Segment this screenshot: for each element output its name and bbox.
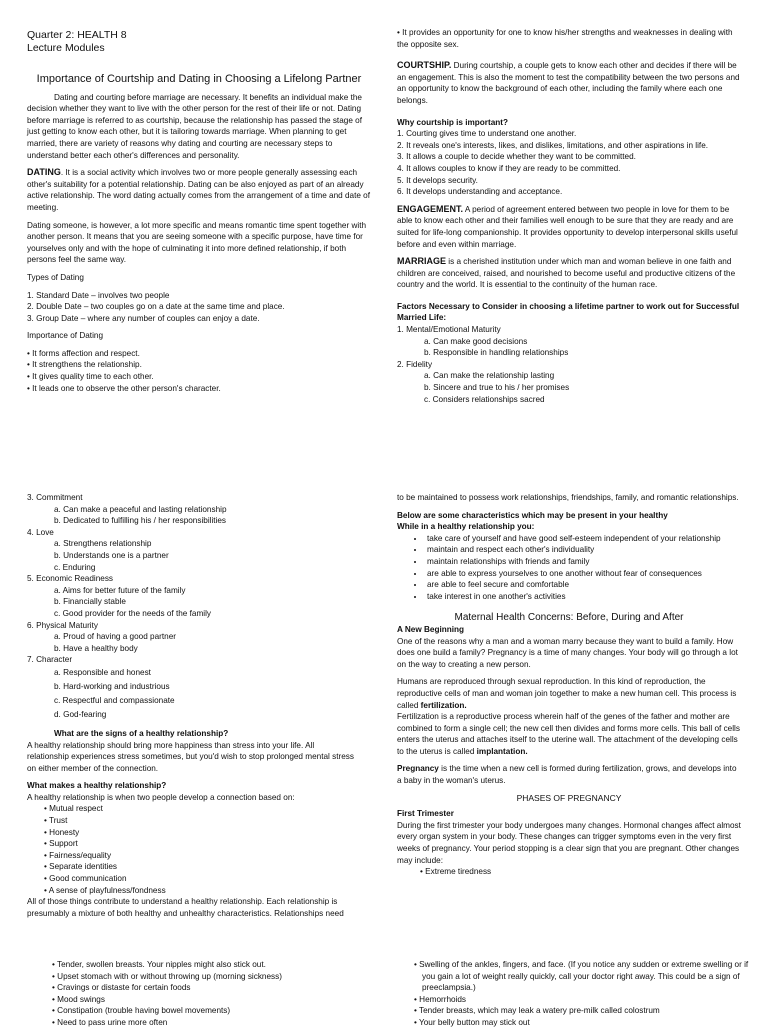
list-item: • Mood swings <box>52 994 362 1006</box>
group-title: 6. Physical Maturity <box>27 620 98 630</box>
fertilization-paragraph: Fertilization is a reproductive process wherein half of the genes of the father and mother are combined to form a single cell; the new cell then divides and forms more cells. This ball of cells enters the uterus and attaches itself to the uterine wall. The attachment of the developing cells to the uterus is called implantation. <box>397 712 740 756</box>
continuation-text: to be maintained to possess work relationships, friendships, family, and romantic relationships. <box>397 493 739 502</box>
pregnancy-paragraph: Pregnancy is the time when a new cell is formed during fertilization, grows, and develops into a baby in the woman's uterus. <box>397 764 737 786</box>
group-list <box>27 585 357 620</box>
characteristics-list <box>397 533 741 603</box>
symptoms-list-2 <box>414 959 750 1029</box>
intro-paragraph: Dating and courting before marriage are necessary. It benefits an individual make the decision whether they want to live with the other person for the rest of their life or not. Dating before marriage is referred to as courtship, because the relationship has passed the stage of just getting to know each other, but it is tailoring towards marriage. When planning to get married, there are variety of reasons why dating and courting are necessary steps to understand better each other's differences and personality. <box>27 92 362 160</box>
first-trimester-list <box>397 866 741 878</box>
why-list <box>397 128 741 198</box>
list-item: 4. It allows couples to know if they are ready to be committed. <box>397 163 621 173</box>
group-list <box>27 631 357 654</box>
list-item: c. Enduring <box>54 562 96 572</box>
module-header <box>27 29 371 55</box>
engagement-text: A period of agreement entered between two people in love for them to be able to know each other and their families well enough to be sure that they are ready and are suited for life-long companionship. It provides opportunity to develop interpersonal skills useful before and even within marriage. <box>397 204 738 249</box>
new-beginning-heading: A New Beginning <box>397 624 465 634</box>
factor-1: 1. Mental/Emotional Maturity <box>397 325 501 335</box>
list-item: b. Have a healthy body <box>54 643 138 653</box>
list-item: a. Can make the relationship lasting <box>424 371 555 381</box>
importance-heading: Importance of Dating <box>27 331 104 341</box>
phases-title: PHASES OF PREGNANCY <box>516 792 622 803</box>
list-item: b. Responsible in handling relationships <box>424 348 569 358</box>
list-item: • Extreme tiredness <box>420 866 741 878</box>
closing-text: All of those things contribute to understand a healthy relationship. Each relationship is presumably a mixture of both healthy and unhealthy characteristics. Relationships need <box>27 897 344 918</box>
engagement-term: ENGAGEMENT. <box>397 203 464 214</box>
factor-2-list <box>397 370 741 405</box>
list-item: 2. It reveals one's interests, likes, and dislikes, limitations, and other aspirations in life. <box>397 140 709 150</box>
factor-group <box>27 573 357 619</box>
dating-paragraph <box>27 167 371 213</box>
list-item: • Separate identities <box>44 861 357 873</box>
list-item: • Need to pass urine more often <box>52 1017 362 1029</box>
list-item: b. Dedicated to fulfilling his / her responsibilities <box>54 516 227 526</box>
lead-bullet: • It provides an opportunity for one to know his/her strengths and weaknesses in dealing with the opposite sex. <box>397 28 733 49</box>
list-item: • are able to feel secure and comfortable <box>425 579 741 591</box>
list-item: • Your belly button may stick out <box>414 1017 750 1029</box>
list-item: a. Responsible and honest <box>54 667 151 677</box>
list-item: 3. It allows a couple to decide whether they want to be committed. <box>397 152 636 162</box>
list-item: • A sense of playfulness/fondness <box>44 885 357 897</box>
list-item: • maintain relationships with friends and family <box>425 556 741 568</box>
left-bottom-column <box>52 959 362 1029</box>
types-list <box>27 290 371 325</box>
implantation-term: implantation. <box>476 746 528 756</box>
symptoms-list <box>52 959 362 1029</box>
list-item: c. Respectful and compassionate <box>54 695 175 705</box>
list-item: • Trust <box>44 815 357 827</box>
list-item: • are able to express yourselves to one another without fear of consequences <box>425 568 741 580</box>
left-mid-column <box>27 492 357 919</box>
section-title: Importance of Courtship and Dating in Choosing a Lifelong Partner <box>36 73 362 85</box>
pregnancy-term: Pregnancy <box>397 764 439 774</box>
courtship-paragraph <box>397 60 741 106</box>
list-item: b. Understands one is a partner <box>54 550 169 560</box>
group-title: 4. Love <box>27 527 54 537</box>
list-item: b. Hard-working and industrious <box>54 681 170 691</box>
factor-group <box>27 654 357 722</box>
list-item: • Mutual respect <box>44 803 357 815</box>
list-item: • It gives quality time to each other. <box>27 371 371 383</box>
why-heading: Why courtship is important? <box>397 117 508 127</box>
list-item: d. God-fearing <box>54 709 107 719</box>
makes-heading: What makes a healthy relationship? <box>27 781 167 791</box>
dating-term: DATING <box>27 167 61 178</box>
group-title: 3. Commitment <box>27 493 83 502</box>
maternal-title: Maternal Health Concerns: Before, During and After <box>454 612 684 624</box>
list-item: 6. It develops understanding and acceptance. <box>397 187 563 197</box>
group-title: 5. Economic Readiness <box>27 574 114 584</box>
group-list <box>27 504 357 527</box>
dating-paragraph-2: Dating someone, is however, a lot more specific and means romantic time spent together with another person. It means that you are seeing someone with a specific purpose, have time for yourselves only and with the hope of culminating it into more defined relationship, if both persons feel the same way. <box>27 220 367 265</box>
list-item: • Tender, swollen breasts. Your nipples might also stick out. <box>52 959 362 971</box>
marriage-paragraph <box>397 256 741 291</box>
importance-list <box>27 348 371 394</box>
list-item: • It strengthens the relationship. <box>27 359 371 371</box>
reproduction-paragraph: Humans are reproduced through sexual reproduction. In this kind of reproduction, the reproductive cells of man and woman join together to make a new human cell. This process is called fertilization. <box>397 677 737 710</box>
list-item: c. Good provider for the needs of the family <box>54 608 212 618</box>
dating-text: . It is a social activity which involves two or more people generally assessing each other's suitability for a potential relationship. Dating can be also enjoyed as part of an already active relationship. The word dating actually comes from the arrangement of a time and date of meeting. <box>27 168 370 212</box>
list-item: • It leads one to observe the other person's character. <box>27 383 371 395</box>
list-item: b. Sincere and true to his / her promises <box>424 383 570 393</box>
marriage-term: MARRIAGE <box>397 256 446 267</box>
factors-heading: Factors Necessary to Consider in choosing a lifetime partner to work out for Successful Married Life: <box>397 301 740 323</box>
list-item: • Fairness/equality <box>44 850 357 862</box>
factor-2: 2. Fidelity <box>397 359 433 369</box>
types-heading: Types of Dating <box>27 272 84 282</box>
list-item: • Honesty <box>44 827 357 839</box>
list-item: • Swelling of the ankles, fingers, and face. (If you notice any sudden or extreme swelling or if you gain a lot of weight really quickly, call your doctor right away. This could be a sign of preeclampsia.) <box>414 959 750 994</box>
signs-heading: What are the signs of a healthy relationship? <box>54 728 229 738</box>
courtship-text: During courtship, a couple gets to know each other and decides if there will be an engagement. This is also the moment to test the compatibility between the two persons and an opportunity to know the background of each other, including the family where each one belongs. <box>397 61 740 105</box>
list-item: • Upset stomach with or without throwing up (morning sickness) <box>52 971 362 983</box>
left-top-column <box>27 29 371 394</box>
signs-text: A healthy relationship should bring more happiness than stress into your life. All relationship experiences stress sometimes, but you'd wish to stop prolonged mental stress on either member of the connection. <box>27 740 354 773</box>
first-trimester-text: During the first trimester your body undergoes many changes. Hormonal changes affect almost every organ system in your body. These changes can trigger symptoms even in the very first weeks of pregnancy. Your period stopping is a clear sign that you are pregnant. Other changes may include: <box>397 820 741 865</box>
list-item: • Constipation (trouble having bowel movements) <box>52 1005 362 1017</box>
right-top-column <box>397 27 741 405</box>
list-item: • Support <box>44 838 357 850</box>
list-item: 3. Group Date – where any number of couples can enjoy a date. <box>27 313 260 323</box>
list-item: b. Financially stable <box>54 597 126 607</box>
list-item: a. Aims for better future of the family <box>54 585 186 595</box>
list-item: a. Can make a peaceful and lasting relationship <box>54 504 227 514</box>
list-item: a. Strengthens relationship <box>54 539 152 549</box>
first-trimester-heading: First Trimester <box>397 809 454 819</box>
factor-group <box>27 620 357 655</box>
new-beginning-text: One of the reasons why a man and a woman marry because they want to build a family. How does one build a family? Pregnancy is a time of many changes. Your body will go through a lot on the way to creating a new person. <box>397 636 738 669</box>
right-mid-column <box>397 492 741 878</box>
list-item: • Cravings or distaste for certain foods <box>52 982 362 994</box>
list-item: a. Proud of having a good partner <box>54 632 176 642</box>
list-item: • take interest in one another's activities <box>425 591 741 603</box>
header-line2: Lecture Modules <box>27 42 105 54</box>
factor-group <box>27 492 357 527</box>
list-item: 2. Double Date – two couples go on a date at the same time and place. <box>27 302 285 312</box>
list-item: a. Can make good decisions <box>424 336 528 346</box>
list-item: • Tender breasts, which may leak a watery pre-milk called colostrum <box>414 1005 750 1017</box>
list-item: 1. Courting gives time to understand one another. <box>397 129 577 139</box>
marriage-text: is a cherished institution under which man and woman believe in one faith and children are conceived, raised, and nourished to become useful and productive citizens of the country and the world. It is essential to the continuity of the human race. <box>397 257 736 290</box>
courtship-term: COURTSHIP. <box>397 60 452 71</box>
right-bottom-column <box>414 959 750 1029</box>
list-item: • take care of yourself and have good self-esteem independent of your relationship <box>425 533 741 545</box>
group-list <box>27 538 357 573</box>
factor-group <box>27 527 357 573</box>
list-item: • Good communication <box>44 873 357 885</box>
list-item: c. Considers relationships sacred <box>424 394 545 404</box>
makes-list <box>27 803 357 896</box>
list-item: • Hemorrhoids <box>414 994 750 1006</box>
header-line1: Quarter 2: HEALTH 8 <box>27 29 127 41</box>
characteristics-heading: Below are some characteristics which may be present in your healthy While in a healthy relationship you: <box>397 510 668 532</box>
list-item: • maintain and respect each other's individuality <box>425 544 741 556</box>
list-item: • It forms affection and respect. <box>27 348 371 360</box>
makes-text: A healthy relationship is when two people develop a connection based on: <box>27 792 295 802</box>
engagement-paragraph <box>397 204 741 250</box>
fertilization-term: fertilization. <box>420 700 467 710</box>
factor-1-list <box>397 336 741 359</box>
list-item: 5. It develops security. <box>397 175 478 185</box>
group-title: 7. Character <box>27 655 73 665</box>
list-item: 1. Standard Date – involves two people <box>27 290 170 300</box>
group-list <box>27 666 357 722</box>
